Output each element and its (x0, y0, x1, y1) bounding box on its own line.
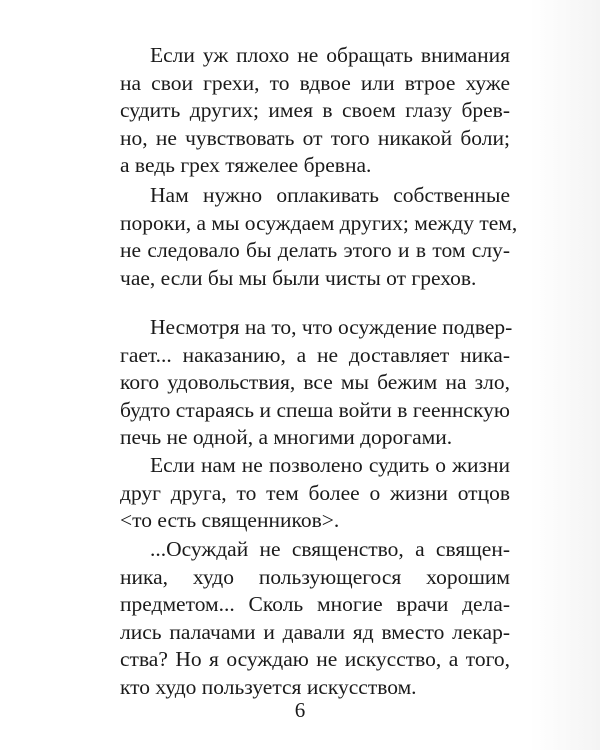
text-line: а ведь грех тяжелее бревна. (120, 153, 372, 178)
text-line: ника, худо пользующегося хорошим (120, 564, 510, 589)
text-line: кого удовольствия, все мы бежим на зло, (120, 370, 510, 395)
paragraph-2 (120, 182, 518, 292)
text-line: на свои грехи, то вдвое или втрое хуже (120, 70, 510, 95)
page-edge-shadow (530, 0, 600, 750)
paragraph-5 (120, 536, 510, 702)
paragraph-3 (120, 314, 513, 452)
text-line: будто стараясь и спеша войти в гееннскую (120, 397, 510, 422)
text-line: чае, если бы мы были чисты от грехов. (120, 265, 477, 290)
text-line: печь не одной, а многими дорогами. (120, 425, 453, 450)
text-line: друг друга, то тем более о жизни отцов (120, 480, 510, 505)
text-line: судить других; имея в своем глазу брев- (120, 98, 510, 123)
text-line: гает... наказанию, а не доставляет ника- (120, 342, 510, 367)
text-line: Если нам не позволено судить о жизни (150, 453, 510, 477)
text-line: ...Осуждай не священство, а священ- (150, 537, 510, 561)
text-line: но, не чувствовать от того никакой боли; (120, 125, 510, 150)
text-line: Несмотря на то, что осуждение подвер- (150, 315, 513, 339)
text-line: Если уж плохо не обращать внимания (150, 43, 510, 67)
text-line: ства? Но я осуждаю не искусство, а того, (120, 647, 510, 672)
text-line: Нам нужно оплакивать собственные (150, 183, 510, 207)
text-line: пороки, а мы осуждаем других; между тем, (120, 210, 518, 235)
page-number: 6 (294, 698, 306, 722)
paragraph-1 (120, 42, 510, 180)
paragraph-4 (120, 452, 510, 535)
text-line: кто худо пользуется искусством. (120, 674, 417, 699)
text-line: предметом... Сколь многие врачи дела- (120, 592, 510, 617)
text-line: не следовало бы делать этого и в том слу- (120, 238, 510, 263)
text-line: лись палачами и давали яд вместо лекар- (120, 619, 510, 644)
text-line: <то есть священников>. (120, 508, 340, 533)
